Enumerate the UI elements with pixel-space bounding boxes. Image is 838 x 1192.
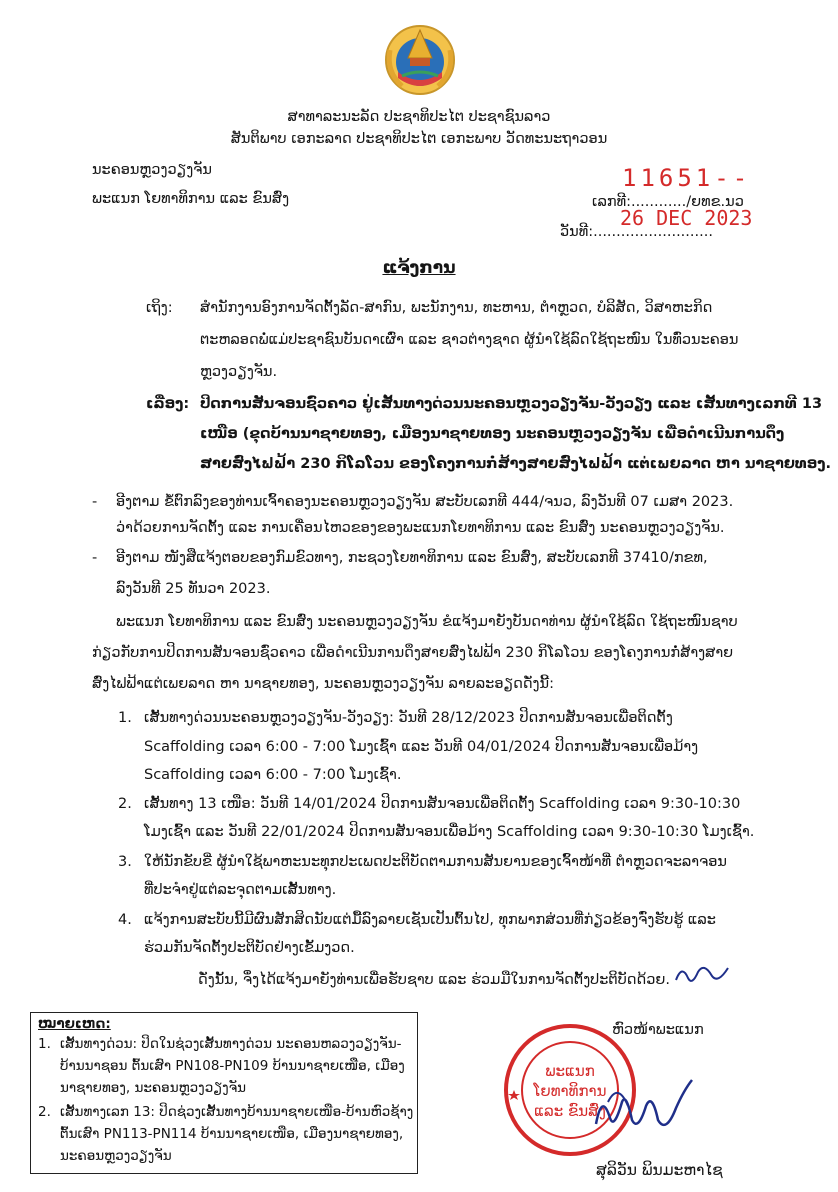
closing-line: ດັ່ງນັ້ນ, ຈຶ່ງໄດ້ແຈ້ງມາຍັງທ່ານເພື່ອຮັບຊາບ ແລະ ຮ່ວມມືໃນການຈັດຕັ້ງປະຕິບັດດ້ວຍ. bbox=[198, 972, 670, 988]
note-line: ບ້ານນາຊອນ ຕົ້ນເສົາ PN108-PN109 ບ້ານນາຊາຍເໜືອ, ເມືອງ bbox=[60, 1058, 405, 1074]
item-line: Scaffolding ເວລາ 6:00 - 7:00 ໂມງເຊົ້າ. bbox=[144, 767, 402, 783]
item-number: 2. bbox=[118, 796, 132, 812]
to-line: ສໍານັກງານອົງການຈັດຕັ້ງລັດ-ສາກົນ, ພະນັກງານ, ທະຫານ, ຕໍາຫຼວດ, ບໍລິສັດ, ວິສາຫະກິດ bbox=[200, 300, 713, 316]
motto-line: ສັນຕິພາບ ເອກະລາດ ປະຊາທິປະໄຕ ເອກະພາບ ວັດທະນະຖາວອນ bbox=[230, 131, 608, 147]
date-label: ວັນທີ:.......................... bbox=[560, 224, 713, 240]
reference-line: ອີງຕາມ ຂໍ້ຕົກລົງຂອງທ່ານເຈົ້າຄອງນະຄອນຫຼວງວຽງຈັນ ສະບັບເລກທີ 444/ຈນວ, ລົງວັນທີ 07 ເມສາ 2023. bbox=[116, 494, 734, 510]
note-line: ນາຊາຍທອງ, ນະຄອນຫຼວງວຽງຈັນ bbox=[60, 1080, 247, 1096]
document-title: ແຈ້ງການ bbox=[382, 258, 456, 278]
subject-label: ເລື່ອງ: bbox=[146, 396, 190, 412]
item-line: ໂມງເຊົ້າ ແລະ ວັນທີ 22/01/2024 ປິດການສັນຈອນເພື່ອມ້າງ Scaffolding ເວລາ 9:30-10:30 ໂມງເຊົ້າ. bbox=[144, 824, 755, 840]
subject-line: ເໜືອ (ຂຸດບ້ານນາຊາຍທອງ, ເມືອງນາຊາຍທອງ ນະຄອນຫຼວງວຽງຈັນ ເພື່ອດໍາເນີນການດຶງ bbox=[200, 426, 785, 442]
notes-title: ໝາຍເຫດ: bbox=[38, 1016, 111, 1032]
item-number: 3. bbox=[118, 854, 132, 870]
item-line: ເສັ້ນທາງ 13 ເໜືອ: ວັນທີ 14/01/2024 ປິດການສັນຈອນເພື່ອຕິດຕັ້ງ Scaffolding ເວລາ 9:30-10:30 bbox=[144, 796, 741, 812]
item-number: 1. bbox=[118, 710, 132, 726]
document-number-stamp: 11651-- bbox=[622, 164, 752, 192]
reference-line: ອີງຕາມ ໜັງສືແຈ້ງຕອບຂອງກົມຂົວທາງ, ກະຊວງໂຍທາທິການ ແລະ ຂົນສົ່ງ, ສະບັບເລກທີ 37410/ກຂທ, bbox=[116, 550, 708, 566]
national-emblem bbox=[380, 20, 460, 98]
seal-text: ພະແນກ bbox=[545, 1062, 595, 1080]
date-stamp: 26 DEC 2023 bbox=[620, 206, 753, 230]
item-line: ທີ່ປະຈໍາຢູ່ແຕ່ລະຈຸດຕາມເສັ້ນທາງ. bbox=[144, 882, 337, 898]
intro-line: ກ່ຽວກັບການປິດການສັນຈອນຊົ່ວຄາວ ເພື່ອດໍາເນີນການດຶງສາຍສົ່ງໄຟຟ້າ 230 ກິໂລໂວນ ຂອງໂຄງການກໍ່ສ້າງສາຍ bbox=[92, 645, 734, 661]
seal-text: ໂຍທາທິການ bbox=[533, 1082, 607, 1100]
initial-signature bbox=[672, 960, 732, 990]
signatory-role: ຫົວໜ້າພະແນກ bbox=[612, 1022, 704, 1038]
to-label: ເຖິງ: bbox=[146, 300, 173, 316]
item-number: 4. bbox=[118, 912, 132, 928]
note-line: ເສັ້ນທາງເລກ 13: ປິດຊ່ວງເສັ້ນທາງບ້ານນາຊາຍເໜືອ-ບ້ານຫົວຊ້າງ bbox=[60, 1104, 414, 1120]
to-line: ຫຼວງວຽງຈັນ. bbox=[200, 364, 278, 380]
signatory-name: ສຸລິວັນ ພິນມະຫາໄຊ bbox=[596, 1161, 723, 1179]
department-name: ພະແນກ ໂຍທາທິການ ແລະ ຂົນສົ່ງ bbox=[92, 191, 290, 207]
note-number: 1. bbox=[38, 1036, 51, 1052]
reference-line: ວ່າດ້ວຍການຈັດຕັ້ງ ແລະ ການເຄື່ອນໄຫວຂອງຂອງພະແນກໂຍທາທິການ ແລະ ຂົນສົ່ງ ນະຄອນຫຼວງວຽງຈັນ. bbox=[116, 520, 725, 536]
reference-bullet: - bbox=[92, 494, 98, 510]
intro-line: ສົ່ງໄຟຟ້າແຕ່ເພຍລາດ ຫາ ນາຊາຍທອງ, ນະຄອນຫຼວງວຽງຈັນ ລາຍລະອຽດດັ່ງນີ້: bbox=[92, 676, 554, 692]
reference-bullet: - bbox=[92, 550, 98, 566]
document-number-label: ເລກທີ:............/ຍທຂ.ນວ bbox=[592, 194, 744, 210]
item-line: ຮ່ວມກັນຈັດຕັ້ງປະຕິບັດຢ່າງເຂັ້ມງວດ. bbox=[144, 940, 355, 956]
note-line: ນະຄອນຫຼວງວຽງຈັນ bbox=[60, 1148, 172, 1164]
reference-line: ລົງວັນທີ 25 ທັນວາ 2023. bbox=[116, 581, 271, 597]
note-line: ເສັ້ນທາງດ່ວນ: ປິດໃນຊ່ວງເສັ້ນທາງດ່ວນ ນະຄອນຫລວງວຽງຈັນ- bbox=[60, 1036, 402, 1052]
item-line: Scaffolding ເວລາ 6:00 - 7:00 ໂມງເຊົ້າ ແລະ ວັນທີ 04/01/2024 ປິດການສັນຈອນເພື່ອມ້າງ bbox=[144, 739, 699, 755]
country-line: ສາທາລະນະລັດ ປະຊາທິປະໄຕ ປະຊາຊົນລາວ bbox=[287, 109, 551, 125]
signature bbox=[588, 1072, 698, 1142]
item-line: ໃຫ້ນັກຂັບຂີ່ ຜູ້ນໍາໃຊ້ພາຫະນະທຸກປະເພດປະຕິບັດຕາມການສັນຍານຂອງເຈົ້າໜ້າທີ່ ຕໍາຫຼວດຈະລາຈອນ bbox=[144, 854, 727, 870]
intro-line: ພະແນກ ໂຍທາທິການ ແລະ ຂົນສົ່ງ ນະຄອນຫຼວງວຽງຈັນ ຂໍແຈ້ງມາຍັງບັນດາທ່ານ ຜູ້ນໍາໃຊ້ລົດ ໃຊ້ຖະໜົນຊາບ bbox=[116, 614, 738, 630]
note-line: ຕົ້ນເສົາ PN113-PN114 ບ້ານນາຊາຍເໜືອ, ເມືອງນາຊາຍທອງ, bbox=[60, 1126, 404, 1142]
item-line: ແຈ້ງການສະບັບນີ້ມີຜົນສັກສິດນັບແຕ່ມື້ລົງລາຍເຊັນເປັນຕົ້ນໄປ, ທຸກພາກສ່ວນທີ່ກ່ຽວຂ້ອງຈົ່ງຮັບຮູ້ ແລະ bbox=[144, 912, 716, 928]
seal-text: ແລະ ຂົນສົ່ງ bbox=[534, 1102, 606, 1120]
to-line: ຕະຫລອດພໍ່ແມ່ປະຊາຊົນບັນດາເຜົ່າ ແລະ ຊາວຕ່າງຊາດ ຜູ້ນໍາໃຊ້ລົດໃຊ້ຖະໜົນ ໃນທົ່ວນະຄອນ bbox=[200, 332, 739, 348]
subject-line: ປິດການສັນຈອນຊົ່ວຄາວ ຢູ່ເສັ້ນທາງດ່ວນນະຄອນຫຼວງວຽງຈັນ-ວັງວຽງ ແລະ ເສັ້ນທາງເລກທີ 13 bbox=[200, 396, 823, 412]
subject-line: ສາຍສົ່ງໄຟຟ້າ 230 ກິໂລໂວນ ຂອງໂຄງການກໍ່ສ້າງສາຍສົ່ງໄຟຟ້າ ແຕ່ເພຍລາດ ຫາ ນາຊາຍທອງ. bbox=[200, 456, 832, 472]
city-name: ນະຄອນຫຼວງວຽງຈັນ bbox=[92, 162, 212, 178]
note-number: 2. bbox=[38, 1104, 51, 1120]
item-line: ເສັ້ນທາງດ່ວນນະຄອນຫຼວງວຽງຈັນ-ວັງວຽງ: ວັນທີ 28/12/2023 ປິດການສັນຈອນເພື່ອຕິດຕັ້ງ bbox=[144, 710, 673, 726]
